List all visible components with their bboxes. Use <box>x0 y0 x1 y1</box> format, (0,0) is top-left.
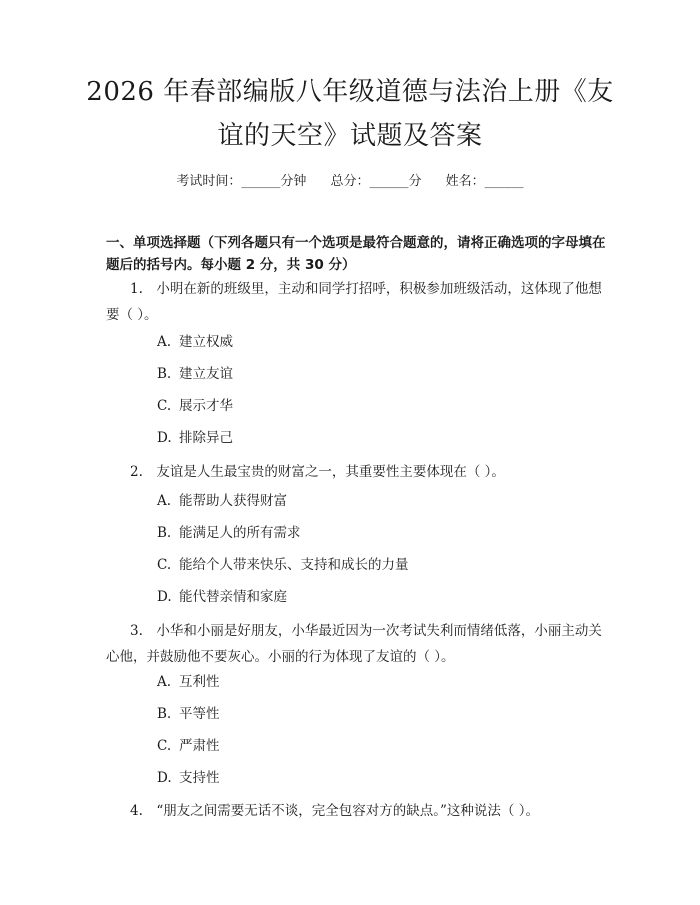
exam-time: 考试时间：______分钟 <box>176 174 307 189</box>
option-2d: D. 能代替亲情和家庭 <box>157 589 287 605</box>
option-1b: B. 建立友谊 <box>157 366 233 382</box>
option-1d: D. 排除异己 <box>157 430 233 446</box>
title-line-1: 2026 年春部编版八年级道德与法治上册《友 <box>86 77 614 107</box>
exam-name: 姓名：______ <box>445 174 524 189</box>
option-3c: C. 严肃性 <box>157 738 220 754</box>
option-3a: A. 互利性 <box>157 674 220 690</box>
exam-meta <box>0 170 700 189</box>
question-3: 3. 小华和小丽是好朋友，小华最近因为一次考试失利而情绪低落，小丽主动关心他，并鼓励他不要灰心。小丽的行为体现了友谊的（ ）。 <box>106 623 602 665</box>
option-1a: A. 建立权威 <box>157 334 233 350</box>
exam-score: 总分：______分 <box>330 174 422 189</box>
question-2: 2. 友谊是人生最宝贵的财富之一，其重要性主要体现在（ ）。 <box>130 464 505 480</box>
option-3d: D. 支持性 <box>157 770 220 786</box>
section-heading: 一、单项选择题（下列各题只有一个选项是最符合题意的，请将正确选项的字母填在题后的括号内。每小题 2 分，共 30 分） <box>106 235 606 273</box>
option-2a: A. 能帮助人获得财富 <box>157 493 287 509</box>
option-1c: C. 展示才华 <box>157 398 233 414</box>
option-2b: B. 能满足人的所有需求 <box>157 525 301 541</box>
title-line-2: 谊的天空》试题及答案 <box>217 121 483 151</box>
option-2c: C. 能给个人带来快乐、支持和成长的力量 <box>157 557 409 573</box>
option-3b: B. 平等性 <box>157 706 220 722</box>
question-4: 4. “朋友之间需要无话不谈，完全包容对方的缺点。”这种说法（ ）。 <box>130 803 539 819</box>
question-1: 1. 小明在新的班级里，主动和同学打招呼，积极参加班级活动，这体现了他想要（ ）。 <box>106 281 602 323</box>
document-title <box>80 70 620 158</box>
